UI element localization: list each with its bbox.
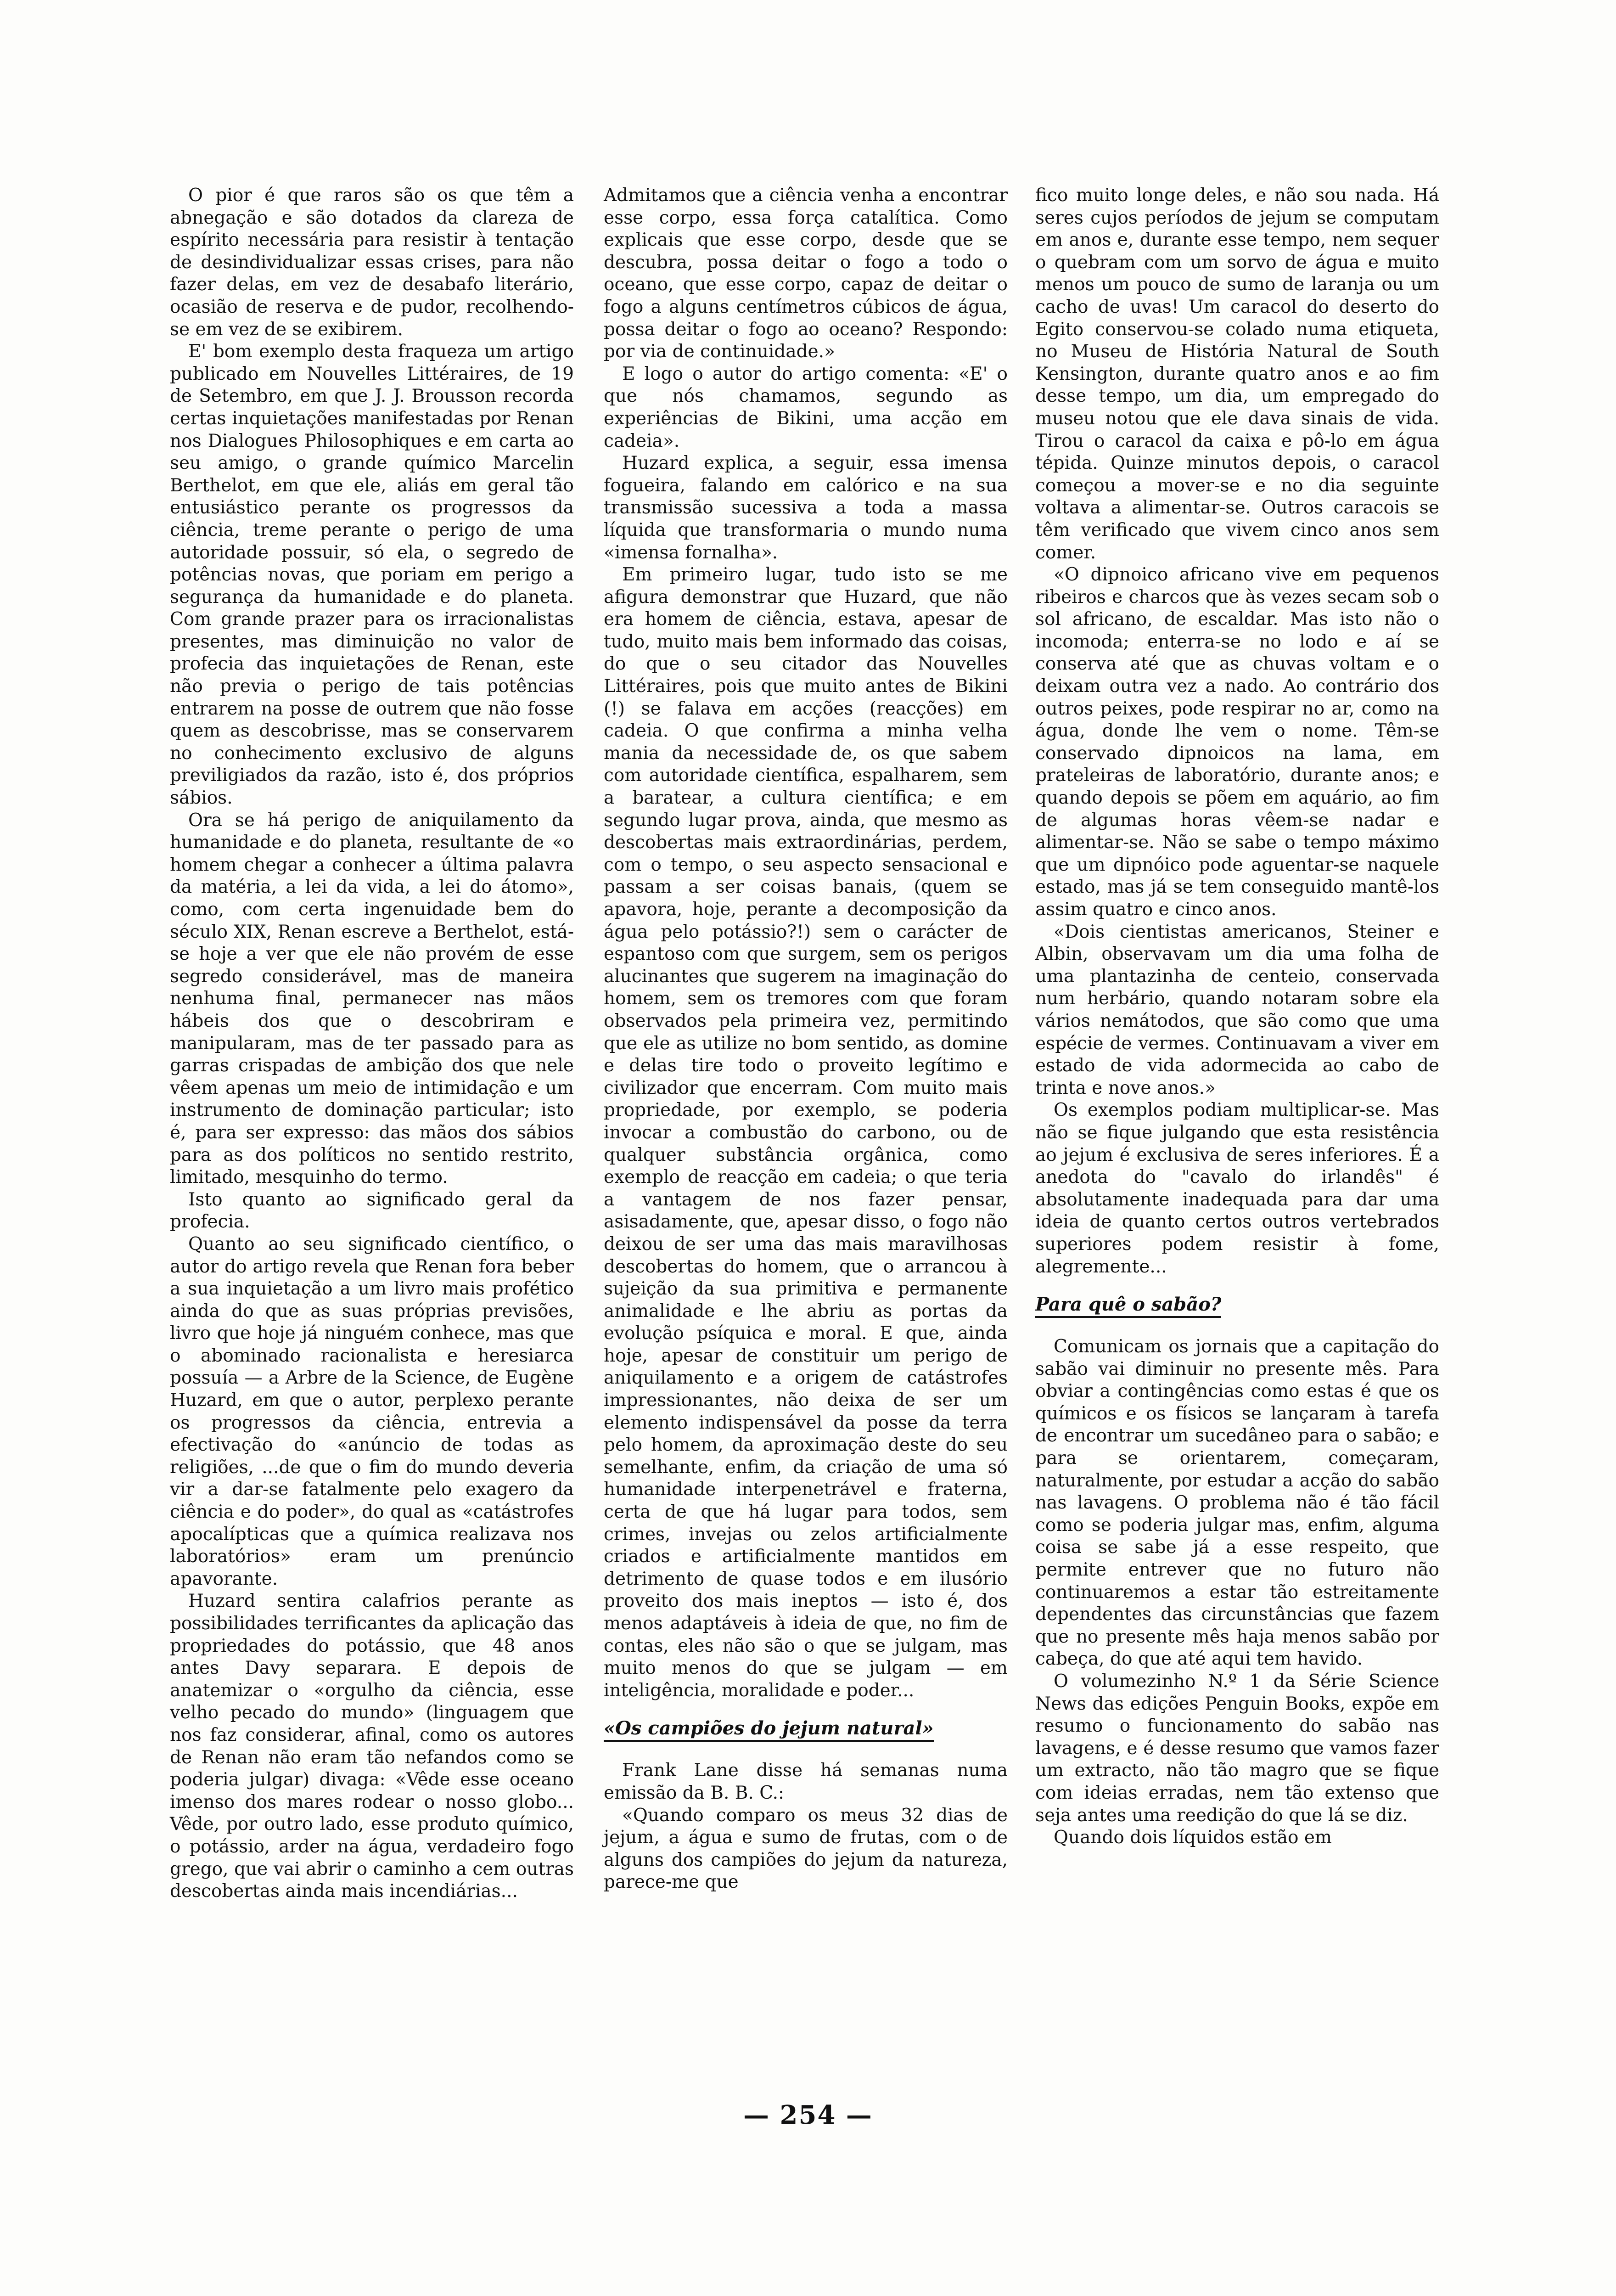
paragraph: O pior é que raros são os que têm a abnegação e são dotados da clareza de espírito necessária para resistir à tentação de desindividualizar essas crises, para não fazer delas, em vez de desabafo literário, ocasião de reserva e de pudor, recolhendo-se em vez de se exibirem.	[170, 185, 574, 340]
paragraph: E logo o autor do artigo comenta: «E' o que nós chamamos, segundo as experiências de Bikini, uma acção em cadeia».	[604, 363, 1008, 451]
section-heading	[604, 1717, 1008, 1739]
section-heading-text: Para quê o sabão?	[1035, 1294, 1221, 1318]
paragraph: fico muito longe deles, e não sou nada. Há seres cujos períodos de jejum se computam em anos e, durante esse tempo, nem sequer o quebram com um sorvo de água e muito menos um pouco de sumo de laranja ou um cacho de uvas! Um caracol do deserto do Egito conservou-se colado numa etiqueta, no Museu de História Natural de South Kensington, durante quatro anos e ao fim desse tempo, um dia, um empregado do museu notou que ele dava sinais de vida. Tirou o caracol da caixa e pô-lo em água tépida. Quinze minutos depois, o caracol começou a mover-se e no dia seguinte voltava a alimentar-se. Outros caracois se têm verificado que vivem cinco anos sem comer.	[1035, 185, 1439, 563]
column-3	[1035, 185, 1439, 1849]
paragraph: Admitamos que a ciência venha a encontrar esse corpo, essa força catalítica. Como explicais que esse corpo, desde que se descubra, possa deitar o fogo a todo o oceano, que esse corpo, capaz de deitar o fogo a alguns centímetros cúbicos de água, possa deitar o fogo ao oceano? Respondo: por via de continuidade.»	[604, 185, 1008, 362]
section-heading-text: «Os campiões do jejum natural»	[604, 1717, 934, 1742]
paragraph: Frank Lane disse há semanas numa emissão da B. B. C.:	[604, 1760, 1008, 1803]
paragraph: Quanto ao seu significado científico, o autor do artigo revela que Renan fora beber a sua inquietação a um livro mais profético ainda do que as suas próprias previsões, livro que hoje já ninguém conhece, mas que o abominado racionalista e heresiarca possuía — a Arbre de la Science, de Eugène Huzard, em que o autor, perplexo perante os progressos da ciência, entrevia a efectivação do «anúncio de todas as religiões, ...de que o fim do mundo deveria vir a dar-se fatalmente pelo exagero da ciência e do poder», do qual as «catástrofes apocalípticas que a química realizava nos laboratórios» eram um prenúncio apavorante.	[170, 1233, 574, 1589]
paragraph: E' bom exemplo desta fraqueza um artigo publicado em Nouvelles Littéraires, de 19 de Setembro, em que J. J. Brousson recorda certas inquietações manifestadas por Renan nos Dialogues Philosophiques e em carta ao seu amigo, o grande químico Marcelin Berthelot, em que ele, aliás em geral tão entusiástico perante os progressos da ciência, treme perante o perigo de uma autoridade possuir, só ela, o segredo de potências novas, que poriam em perigo a segurança da humanidade e do planeta. Com grande prazer para os irracionalistas presentes, mas diminuição no valor de profecia das inquietações de Renan, este não previa o perigo de tais potências entrarem na posse de outrem que não fosse quem as descobrisse, mas se conservarem no conhecimento exclusivo de alguns previligiados da razão, isto é, dos próprios sábios.	[170, 341, 574, 809]
paragraph: Huzard explica, a seguir, essa imensa fogueira, falando em calórico e na sua transmissão sucessiva a toda a massa líquida que transformaria o mundo numa «imensa fornalha».	[604, 453, 1008, 563]
section-heading	[1035, 1294, 1439, 1316]
paragraph: Isto quanto ao significado geral da profecia.	[170, 1189, 574, 1232]
page-number: — 254 —	[743, 2100, 873, 2130]
column-2	[604, 185, 1008, 1894]
paragraph: O volumezinho N.º 1 da Série Science News das edições Penguin Books, expõe em resumo o funcionamento do sabão nas lavagens, e é desse resumo que vamos fazer um extracto, não tão magro que se fique com ideias erradas, nem tão extenso que seja antes uma reedição do que lá se diz.	[1035, 1671, 1439, 1826]
paragraph: Ora se há perigo de aniquilamento da humanidade e do planeta, resultante de «o homem chegar a conhecer a última palavra da matéria, a lei da vida, a lei do átomo», como, com certa ingenuidade bem do século XIX, Renan escreve a Berthelot, está-se hoje a ver que ele não provém de esse segredo considerável, mas de maneira nenhuma final, permanecer nas mãos hábeis dos que o descobriram e manipularam, mas de ter passado para as garras crispadas de ambição dos que nele vêem apenas um meio de intimidação e um instrumento de dominação particular; isto é, para ser expresso: das mãos dos sábios para as dos políticos no sentido restrito, limitado, mesquinho do termo.	[170, 810, 574, 1188]
paragraph: Huzard sentira calafrios perante as possibilidades terrificantes da aplicação das propriedades do potássio, que 48 anos antes Davy separara. E depois de anatemizar o «orgulho da ciência, esse velho pecado do mundo» (linguagem que nos faz considerar, afinal, como os autores de Renan não eram tão nefandos como se poderia julgar) divaga: «Vêde esse oceano imenso dos mares rodear o nosso globo... Vêde, por outro lado, esse produto químico, o potássio, arder na água, verdadeiro fogo grego, que vai abrir o caminho a cem outras descobertas ainda mais incendiárias...	[170, 1591, 574, 1902]
paragraph: «Quando comparo os meus 32 dias de jejum, a água e sumo de frutas, com o de alguns dos campiões do jejum da natureza, parece-me que	[604, 1805, 1008, 1893]
paragraph: Quando dois líquidos estão em	[1054, 1827, 1332, 1848]
column-1	[170, 185, 574, 1903]
paragraph: «O dipnoico africano vive em pequenos ribeiros e charcos que às vezes secam sob o sol africano, de escaldar. Mas isto não o incomoda; enterra-se no lodo e aí se conserva até que as chuvas voltam e o deixam outra vez a nado. Ao contrário dos outros peixes, pode respirar no ar, como na água, donde lhe vem o nome. Têm-se conservado dipnoicos na lama, em prateleiras de laboratório, durante anos; e quando depois se põem em aquário, ao fim de algumas horas vêem-se nadar e alimentar-se. Não se sabe o tempo máximo que um dipnóico pode aguentar-se naquele estado, mas já se tem conseguido mantê-los assim quatro e cinco anos.	[1035, 564, 1439, 920]
paragraph: Os exemplos podiam multiplicar-se. Mas não se fique julgando que esta resistência ao jejum é exclusiva de seres inferiores. É a anedota do "cavalo do irlandês" é absolutamente inadequada para dar uma ideia de quanto certos outros vertebrados superiores podem resistir à fome, alegremente...	[1035, 1100, 1439, 1277]
paragraph: Em primeiro lugar, tudo isto se me afigura demonstrar que Huzard, que não era homem de ciência, estava, apesar de tudo, muito mais bem informado das coisas, do que o seu citador das Nouvelles Littéraires, pois que muito antes de Bikini (!) se falava em acções (reacções) em cadeia. O que confirma a minha velha mania da necessidade de, os que sabem com autoridade científica, espalharem, sem a baratear, a cultura científica; e em segundo lugar prova, ainda, que mesmo as descobertas mais extraordinárias, perdem, com o tempo, o seu aspecto sensacional e passam a ser coisas banais, (quem se apavora, hoje, perante a decomposição da água pelo potássio?!) sem o carácter de espantoso com que surgem, sem os perigos alucinantes que sugerem na imaginação do homem, sem os tremores com que foram observados pela primeira vez, permitindo que ele as utilize no bom sentido, as domine e delas tire todo o proveito legítimo e civilizador que encerram. Com muito mais propriedade, por exemplo, se poderia invocar a combustão do carbono, ou de qualquer substância orgânica, como exemplo de reacção em cadeia; o que teria a vantagem de nos fazer pensar, asisadamente, que, apesar disso, o fogo não deixou de ser uma das mais maravilhosas descobertas do homem, que o arrancou à sujeição da sua primitiva e permanente animalidade e lhe abriu as portas da evolução psíquica e moral. E que, ainda hoje, apesar de constituir um perigo de aniquilamento e a origem de catástrofes impressionantes, não deixa de ser um elemento indispensável da posse da terra pelo homem, da aproximação deste do seu semelhante, enfim, da criação de uma só humanidade interpenetrável e fraterna, certa de que há lugar para todos, sem crimes, invejas ou zelos artificialmente criados e artificialmente mantidos em detrimento de quase todos e em ilusório proveito dos mais ineptos — isto é, dos menos adaptáveis à ideia de que, no fim de contas, eles não são o que se julgam, mas muito menos do que se julgam — em inteligência, moralidade e poder...	[604, 564, 1008, 1701]
paragraph: «Dois cientistas americanos, Steiner e Albin, observavam um dia uma folha de uma plantazinha de centeio, conservada num herbário, quando notaram sobre ela vários nemátodos, que são como que uma espécie de vermes. Continuavam a viver em estado de vida adormecida ao cabo de trinta e nove anos.»	[1035, 921, 1439, 1098]
paragraph: Comunicam os jornais que a capitação do sabão vai diminuir no presente mês. Para obviar a contingências como estas é que os químicos e os físicos se lançaram à tarefa de encontrar um sucedâneo para o sabão; e para se orientarem, começaram, naturalmente, por estudar a acção do sabão nas lavagens. O problema não é tão fácil como se poderia julgar mas, enfim, alguma coisa se sabe já a esse respeito, que permite entrever que no futuro não continuaremos a estar tão estreitamente dependentes das circunstâncias que fazem que no presente mês haja menos sabão por cabeça, do que até aqui tem havido.	[1035, 1336, 1439, 1670]
